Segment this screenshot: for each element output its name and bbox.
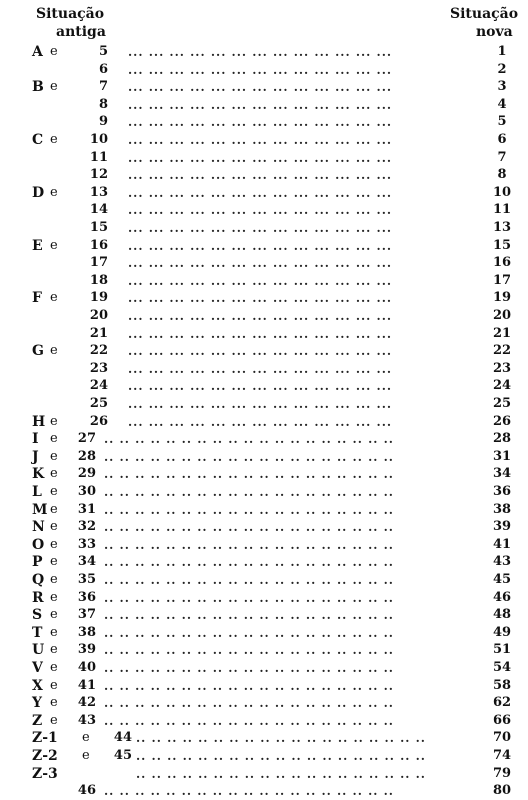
dot-leader: .. .. .. .. .. .. .. .. .. .. .. .. .. .. .. .. .. .. .. xyxy=(104,784,394,799)
table-row xyxy=(0,414,528,430)
table-row xyxy=(0,150,528,166)
row-letter: D xyxy=(32,184,45,201)
new-position-number: 46 xyxy=(492,589,512,605)
dot-leader: ... ... ... ... ... ... ... ... ... ... ... ... ... xyxy=(128,414,393,429)
old-position-number: 24 xyxy=(89,378,108,394)
new-position-number: 43 xyxy=(492,554,512,570)
old-position-number: 19 xyxy=(89,290,108,306)
table-row xyxy=(0,554,528,570)
new-position-number: 24 xyxy=(492,378,512,394)
table-row xyxy=(0,537,528,553)
old-position-number: 44 xyxy=(113,730,132,746)
row-connector: e xyxy=(50,519,58,535)
new-position-number: 36 xyxy=(492,484,512,499)
old-position-number: 39 xyxy=(77,642,96,658)
new-position-number: 48 xyxy=(492,607,512,623)
new-position-number: 8 xyxy=(497,167,507,183)
table-row xyxy=(0,79,528,95)
table-row xyxy=(0,572,528,588)
row-connector: e xyxy=(50,536,58,552)
old-position-number: 12 xyxy=(89,167,108,183)
old-position-number: 31 xyxy=(77,501,96,517)
row-connector: e xyxy=(50,695,58,711)
old-position-number: 38 xyxy=(77,624,96,640)
table-row xyxy=(0,625,528,641)
new-position-number: 5 xyxy=(497,114,507,130)
new-position-number: 21 xyxy=(492,325,512,341)
row-connector: e xyxy=(50,343,58,359)
dot-leader: .. .. .. .. .. .. .. .. .. .. .. .. .. .. .. .. .. .. .. xyxy=(136,766,426,781)
dot-leader: ... ... ... ... ... ... ... ... ... ... ... ... ... xyxy=(128,62,393,77)
new-position-number: 70 xyxy=(492,730,512,746)
row-letter: T xyxy=(32,624,43,641)
row-letter: M xyxy=(32,501,48,518)
old-position-number: 40 xyxy=(77,660,96,675)
row-letter: Z-1 xyxy=(32,730,58,747)
new-situation-subheader: nova xyxy=(476,24,513,40)
old-position-number: 5 xyxy=(98,44,108,59)
row-connector: e xyxy=(50,44,58,59)
row-connector: e xyxy=(50,572,58,587)
row-connector: e xyxy=(50,413,58,429)
old-position-number: 42 xyxy=(77,695,96,711)
table-row xyxy=(0,766,528,782)
old-situation-header: Situação xyxy=(36,6,105,22)
table-row xyxy=(0,220,528,236)
old-position-number: 43 xyxy=(77,712,96,728)
new-position-number: 1 xyxy=(497,44,507,59)
dot-leader: ... ... ... ... ... ... ... ... ... ... ... ... ... xyxy=(128,256,393,271)
dot-leader: ... ... ... ... ... ... ... ... ... ... ... ... ... xyxy=(128,185,393,200)
row-letter: K xyxy=(32,466,45,483)
dot-leader: ... ... ... ... ... ... ... ... ... ... ... ... ... xyxy=(128,291,393,306)
new-position-number: 23 xyxy=(492,360,512,376)
table-row xyxy=(0,466,528,482)
row-connector: e xyxy=(50,484,58,499)
table-row xyxy=(0,238,528,254)
row-letter: G xyxy=(32,343,44,360)
dot-leader: .. .. .. .. .. .. .. .. .. .. .. .. .. .. .. .. .. .. .. xyxy=(104,573,394,587)
new-position-number: 16 xyxy=(492,255,512,271)
table-row xyxy=(0,484,528,500)
table-row xyxy=(0,678,528,694)
new-position-number: 7 xyxy=(497,149,507,165)
new-position-number: 39 xyxy=(492,519,512,535)
new-position-number: 13 xyxy=(492,220,512,235)
table-row xyxy=(0,167,528,183)
new-position-number: 80 xyxy=(492,783,512,799)
old-position-number: 26 xyxy=(89,413,108,429)
dot-leader: .. .. .. .. .. .. .. .. .. .. .. .. .. .. .. .. .. .. .. xyxy=(136,749,426,763)
old-position-number: 25 xyxy=(89,396,108,411)
row-connector: e xyxy=(50,554,58,570)
dot-leader: .. .. .. .. .. .. .. .. .. .. .. .. .. .. .. .. .. .. .. xyxy=(104,537,394,552)
dot-leader: .. .. .. .. .. .. .. .. .. .. .. .. .. .. .. .. .. .. .. xyxy=(104,555,394,570)
old-position-number: 33 xyxy=(77,536,96,552)
dot-leader: ... ... ... ... ... ... ... ... ... ... ... ... ... xyxy=(128,397,393,411)
old-position-number: 15 xyxy=(89,220,108,235)
row-connector: e xyxy=(50,589,58,605)
dot-leader: ... ... ... ... ... ... ... ... ... ... ... ... ... xyxy=(128,309,393,323)
new-position-number: 79 xyxy=(492,765,512,781)
old-position-number: 37 xyxy=(77,607,96,623)
new-position-number: 38 xyxy=(492,501,512,517)
table-row xyxy=(0,361,528,377)
table-row xyxy=(0,97,528,113)
old-position-number: 35 xyxy=(77,572,96,587)
dot-leader: ... ... ... ... ... ... ... ... ... ... ... ... ... xyxy=(128,221,393,235)
row-letter: L xyxy=(32,484,42,500)
table-row xyxy=(0,308,528,324)
row-letter: F xyxy=(32,290,42,307)
table-row xyxy=(0,642,528,658)
row-letter: U xyxy=(32,642,45,659)
dot-leader: ... ... ... ... ... ... ... ... ... ... ... ... ... xyxy=(128,168,393,183)
row-connector: e xyxy=(50,660,58,675)
table-row xyxy=(0,273,528,289)
table-row xyxy=(0,695,528,711)
row-letter: P xyxy=(32,554,43,571)
row-letter: S xyxy=(32,607,43,624)
row-letter: X xyxy=(32,677,43,694)
old-position-number: 20 xyxy=(89,308,108,323)
dot-leader: .. .. .. .. .. .. .. .. .. .. .. .. .. .. .. .. .. .. .. xyxy=(104,625,394,640)
row-connector: e xyxy=(50,501,58,517)
row-connector: e xyxy=(50,466,58,482)
new-position-number: 17 xyxy=(492,272,512,288)
table-row xyxy=(0,114,528,130)
old-position-number: 9 xyxy=(98,114,108,130)
dot-leader: .. .. .. .. .. .. .. .. .. .. .. .. .. .. .. .. .. .. .. xyxy=(136,731,426,746)
dot-leader: .. .. .. .. .. .. .. .. .. .. .. .. .. .. .. .. .. .. .. xyxy=(104,502,394,517)
table-row xyxy=(0,44,528,60)
dot-leader: ... ... ... ... ... ... ... ... ... ... ... ... ... xyxy=(128,115,393,130)
row-letter: H xyxy=(32,413,46,430)
table-row xyxy=(0,343,528,359)
row-letter: E xyxy=(32,237,43,254)
old-position-number: 16 xyxy=(89,237,108,253)
new-position-number: 51 xyxy=(492,642,512,658)
dot-leader: .. .. .. .. .. .. .. .. .. .. .. .. .. .. .. .. .. .. .. xyxy=(104,661,394,675)
old-position-number: 21 xyxy=(89,325,108,341)
dot-leader: ... ... ... ... ... ... ... ... ... ... ... ... ... xyxy=(128,273,393,288)
old-position-number: 27 xyxy=(77,431,96,447)
new-position-number: 31 xyxy=(492,448,512,464)
row-connector: e xyxy=(50,184,58,200)
row-letter: O xyxy=(32,536,45,553)
new-position-number: 10 xyxy=(492,184,512,200)
row-letter: Z-2 xyxy=(32,748,58,764)
row-letter: Y xyxy=(32,695,42,712)
new-position-number: 20 xyxy=(492,308,512,323)
dot-leader: .. .. .. .. .. .. .. .. .. .. .. .. .. .. .. .. .. .. .. xyxy=(104,608,394,623)
row-letter: C xyxy=(32,132,44,148)
old-position-number: 36 xyxy=(77,589,96,605)
old-position-number: 23 xyxy=(89,360,108,376)
new-position-number: 26 xyxy=(492,413,512,429)
table-row xyxy=(0,132,528,148)
row-letter: A xyxy=(32,44,43,60)
old-situation-subheader: antiga xyxy=(56,24,106,40)
row-connector: e xyxy=(50,79,58,95)
table-row xyxy=(0,748,528,764)
row-letter: R xyxy=(32,589,44,606)
new-position-number: 2 xyxy=(497,61,507,77)
old-position-number: 30 xyxy=(77,484,96,499)
row-letter: I xyxy=(32,431,39,448)
new-position-number: 49 xyxy=(492,624,512,640)
table-row xyxy=(0,290,528,306)
new-situation-header: Situação xyxy=(450,6,519,22)
row-letter: Z-3 xyxy=(32,765,58,782)
row-letter: J xyxy=(32,448,39,465)
old-position-number: 10 xyxy=(89,132,108,147)
table-row xyxy=(0,783,528,799)
table-row xyxy=(0,730,528,746)
dot-leader: .. .. .. .. .. .. .. .. .. .. .. .. .. .. .. .. .. .. .. xyxy=(104,520,394,535)
row-letter: Q xyxy=(32,572,45,588)
row-letter: N xyxy=(32,519,45,536)
new-position-number: 62 xyxy=(492,695,512,711)
table-row xyxy=(0,396,528,412)
dot-leader: ... ... ... ... ... ... ... ... ... ... ... ... ... xyxy=(128,80,393,95)
row-letter: V xyxy=(32,660,43,676)
row-connector: e xyxy=(50,431,58,447)
dot-leader: ... ... ... ... ... ... ... ... ... ... ... ... ... xyxy=(128,361,393,376)
row-connector: e xyxy=(82,730,90,746)
row-connector: e xyxy=(50,712,58,728)
table-row xyxy=(0,590,528,606)
new-position-number: 22 xyxy=(492,343,512,359)
old-position-number: 13 xyxy=(89,184,108,200)
old-position-number: 46 xyxy=(77,783,96,799)
table-row xyxy=(0,502,528,518)
new-position-number: 19 xyxy=(492,290,512,306)
dot-leader: .. .. .. .. .. .. .. .. .. .. .. .. .. .. .. .. .. .. .. xyxy=(104,713,394,728)
row-connector: e xyxy=(50,624,58,640)
dot-leader: ... ... ... ... ... ... ... ... ... ... ... ... ... xyxy=(128,238,393,253)
row-connector: e xyxy=(50,607,58,623)
new-position-number: 11 xyxy=(492,202,512,218)
dot-leader: ... ... ... ... ... ... ... ... ... ... ... ... ... xyxy=(128,344,393,359)
dot-leader: .. .. .. .. .. .. .. .. .. .. .. .. .. .. .. .. .. .. .. xyxy=(104,678,394,693)
row-connector: e xyxy=(50,642,58,658)
table-row xyxy=(0,202,528,218)
dot-leader: ... ... ... ... ... ... ... ... ... ... ... ... ... xyxy=(128,150,393,165)
old-position-number: 34 xyxy=(77,554,96,570)
table-row xyxy=(0,713,528,729)
new-position-number: 41 xyxy=(492,536,512,552)
new-position-number: 58 xyxy=(492,677,512,693)
new-position-number: 3 xyxy=(497,79,507,95)
new-position-number: 4 xyxy=(497,96,507,112)
dot-leader: .. .. .. .. .. .. .. .. .. .. .. .. .. .. .. .. .. .. .. xyxy=(104,696,394,711)
new-position-number: 66 xyxy=(492,712,512,728)
new-position-number: 45 xyxy=(492,572,512,587)
dot-leader: .. .. .. .. .. .. .. .. .. .. .. .. .. .. .. .. .. .. .. xyxy=(104,590,394,605)
dot-leader: ... ... ... ... ... ... ... ... ... ... ... ... ... xyxy=(128,97,393,112)
table-row xyxy=(0,449,528,465)
dot-leader: .. .. .. .. .. .. .. .. .. .. .. .. .. .. .. .. .. .. .. xyxy=(104,467,394,482)
old-position-number: 45 xyxy=(113,748,132,763)
old-position-number: 18 xyxy=(89,272,108,288)
row-letter: Z xyxy=(32,712,43,729)
old-position-number: 22 xyxy=(89,343,108,359)
row-connector: e xyxy=(50,237,58,253)
old-position-number: 17 xyxy=(89,255,108,271)
dot-leader: .. .. .. .. .. .. .. .. .. .. .. .. .. .. .. .. .. .. .. xyxy=(104,485,394,499)
dot-leader: .. .. .. .. .. .. .. .. .. .. .. .. .. .. .. .. .. .. .. xyxy=(104,432,394,447)
table-row xyxy=(0,255,528,271)
new-position-number: 15 xyxy=(492,237,512,253)
table-row xyxy=(0,326,528,342)
dot-leader: .. .. .. .. .. .. .. .. .. .. .. .. .. .. .. .. .. .. .. xyxy=(104,449,394,464)
row-connector: e xyxy=(50,132,58,147)
new-position-number: 25 xyxy=(492,396,512,411)
dot-leader: ... ... ... ... ... ... ... ... ... ... ... ... ... xyxy=(128,133,393,147)
new-position-number: 74 xyxy=(492,748,512,763)
row-connector: e xyxy=(50,677,58,693)
old-position-number: 11 xyxy=(89,149,108,165)
old-position-number: 6 xyxy=(98,61,108,77)
old-position-number: 14 xyxy=(89,202,108,218)
dot-leader: ... ... ... ... ... ... ... ... ... ... ... ... ... xyxy=(128,326,393,341)
old-position-number: 32 xyxy=(77,519,96,535)
table-row xyxy=(0,660,528,676)
old-position-number: 41 xyxy=(77,677,96,693)
new-position-number: 34 xyxy=(492,466,512,482)
dot-leader: ... ... ... ... ... ... ... ... ... ... ... ... ... xyxy=(128,379,393,394)
old-position-number: 8 xyxy=(98,96,108,112)
old-position-number: 28 xyxy=(77,448,96,464)
dot-leader: .. .. .. .. .. .. .. .. .. .. .. .. .. .. .. .. .. .. .. xyxy=(104,643,394,658)
new-position-number: 54 xyxy=(492,660,512,675)
new-position-number: 6 xyxy=(497,132,507,147)
dot-leader: ... ... ... ... ... ... ... ... ... ... ... ... ... xyxy=(128,45,393,59)
row-connector: e xyxy=(50,448,58,464)
old-position-number: 29 xyxy=(77,466,96,482)
table-row xyxy=(0,519,528,535)
old-position-number: 7 xyxy=(98,79,108,95)
row-letter: B xyxy=(32,79,44,96)
table-row xyxy=(0,431,528,447)
table-row xyxy=(0,62,528,78)
table-row xyxy=(0,607,528,623)
row-connector: e xyxy=(50,290,58,306)
table-row xyxy=(0,378,528,394)
row-connector: e xyxy=(82,748,90,763)
dot-leader: ... ... ... ... ... ... ... ... ... ... ... ... ... xyxy=(128,203,393,218)
new-position-number: 28 xyxy=(492,431,512,447)
table-row xyxy=(0,185,528,201)
